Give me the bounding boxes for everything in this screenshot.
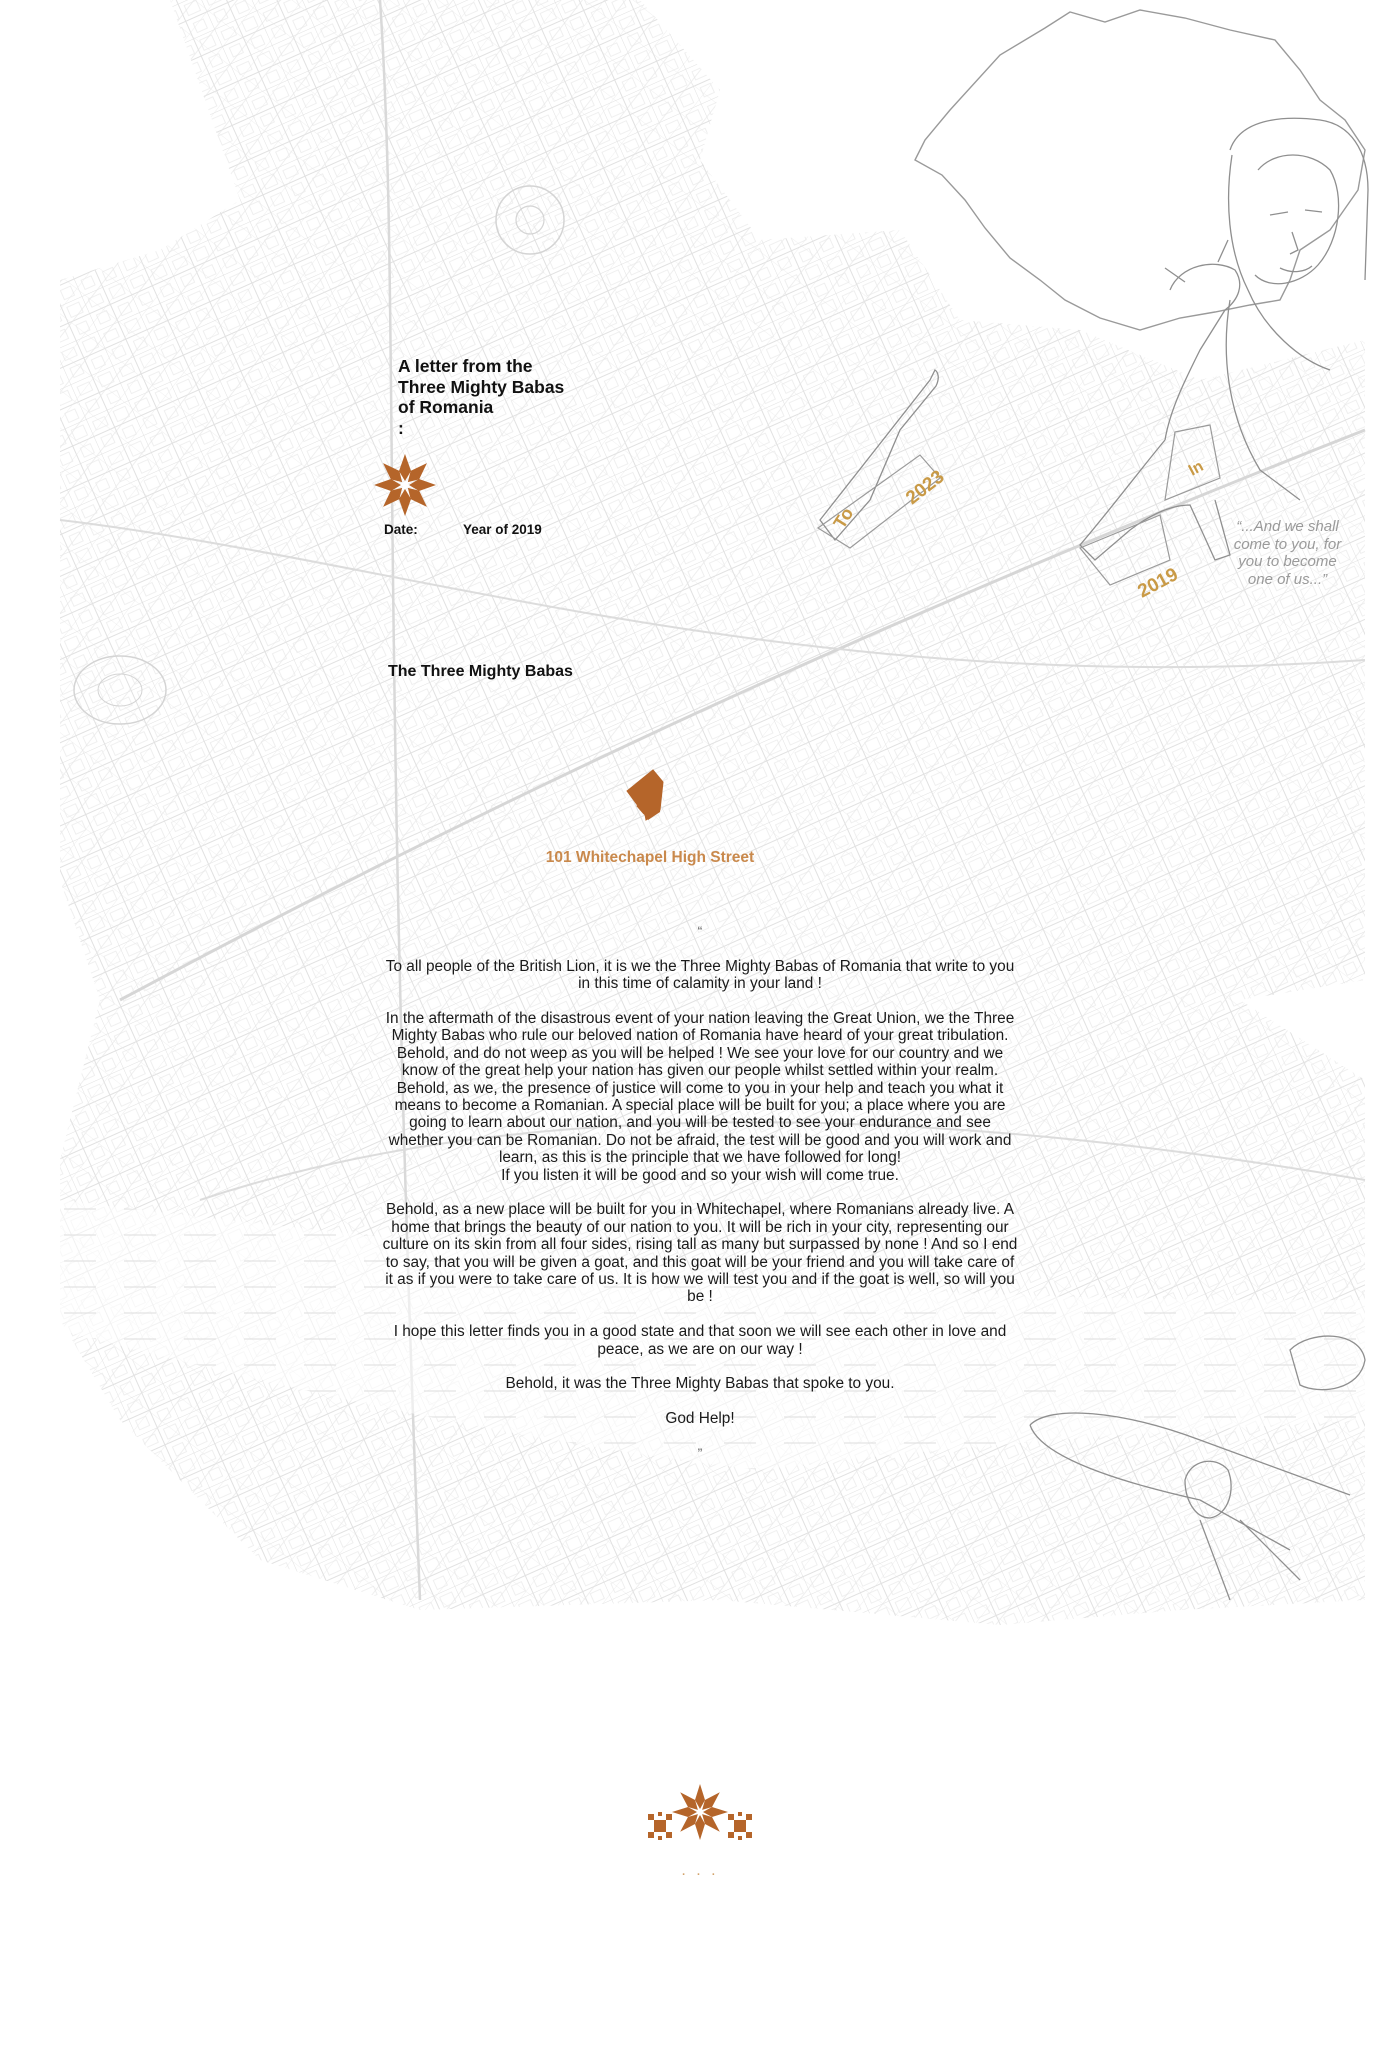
- letter-title: A letter from the Three Mighty Babas of Romania :: [398, 356, 565, 438]
- folk-ornament-icon: [648, 1784, 752, 1840]
- date-value: Year of 2019: [463, 522, 542, 537]
- timeline-to: To: [829, 504, 858, 533]
- timeline-2019: 2019: [1134, 564, 1182, 603]
- timeline-in: In: [1185, 457, 1207, 480]
- sender-name: The Three Mighty Babas: [388, 663, 573, 680]
- timeline-2023: 2023: [902, 466, 949, 509]
- address-label: 101 Whitechapel High Street: [545, 849, 755, 866]
- paragraph-blessing: God Help!: [665, 1410, 735, 1428]
- paragraph-closing: I hope this letter finds you in a good state and that soon we will see each other in love and peace, as we are on our way !: [393, 1323, 1007, 1358]
- ellipsis: . . .: [681, 1862, 719, 1879]
- open-quote: “: [697, 923, 703, 939]
- paragraph-greeting: To all people of the British Lion, it is we the Three Mighty Babas of Romania that write to you in this time of calamity in your land !: [385, 957, 1015, 993]
- romanian-star-icon: [374, 454, 436, 516]
- letter-body: [380, 923, 1020, 1480]
- close-quote: ”: [697, 1445, 703, 1462]
- date-label: Date:: [384, 522, 418, 537]
- paragraph-signature: Behold, it was the Three Mighty Babas that spoke to you.: [505, 1375, 895, 1393]
- paragraph-main: In the aftermath of the disastrous event of your nation leaving the Great Union, we the Three Mighty Babas who rule our beloved nation of Romania have heard of your great tribulation. Behold, and do not weep as you will be helped ! We see your love for our country and we know of the great help your nation has given our people whilst settled within your realm. Behold, as we, the presence of justice will come to you in your help and teach you what it means to become a Romanian. A special place will be built for you; a place where you are going to learn about our nation, and you will be tested to see your endurance and see whether you can be Romanian. Do not be afraid, the test will be good and you will work and learn, as this is the principle that we have followed for long! If you listen it will be good and so your wish will come true.: [385, 1010, 1015, 1184]
- romania-outline: [915, 10, 1365, 330]
- side-quote: “...And we shall come to you, for you to become one of us...”: [1233, 518, 1342, 588]
- paragraph-whitechapel: Behold, as a new place will be built for you in Whitechapel, where Romanians already live. A home that brings the beauty of our nation to you. It will be rich in your city, representing our culture on its skin from all four sides, rising tall as many but surpassed by none ! And so I end to say, that you will be given a goat, and this goat will be your friend and you will take care of it as if you were to take care of us. It is how we will test you and if the goat is well, so will you be !: [382, 1201, 1018, 1306]
